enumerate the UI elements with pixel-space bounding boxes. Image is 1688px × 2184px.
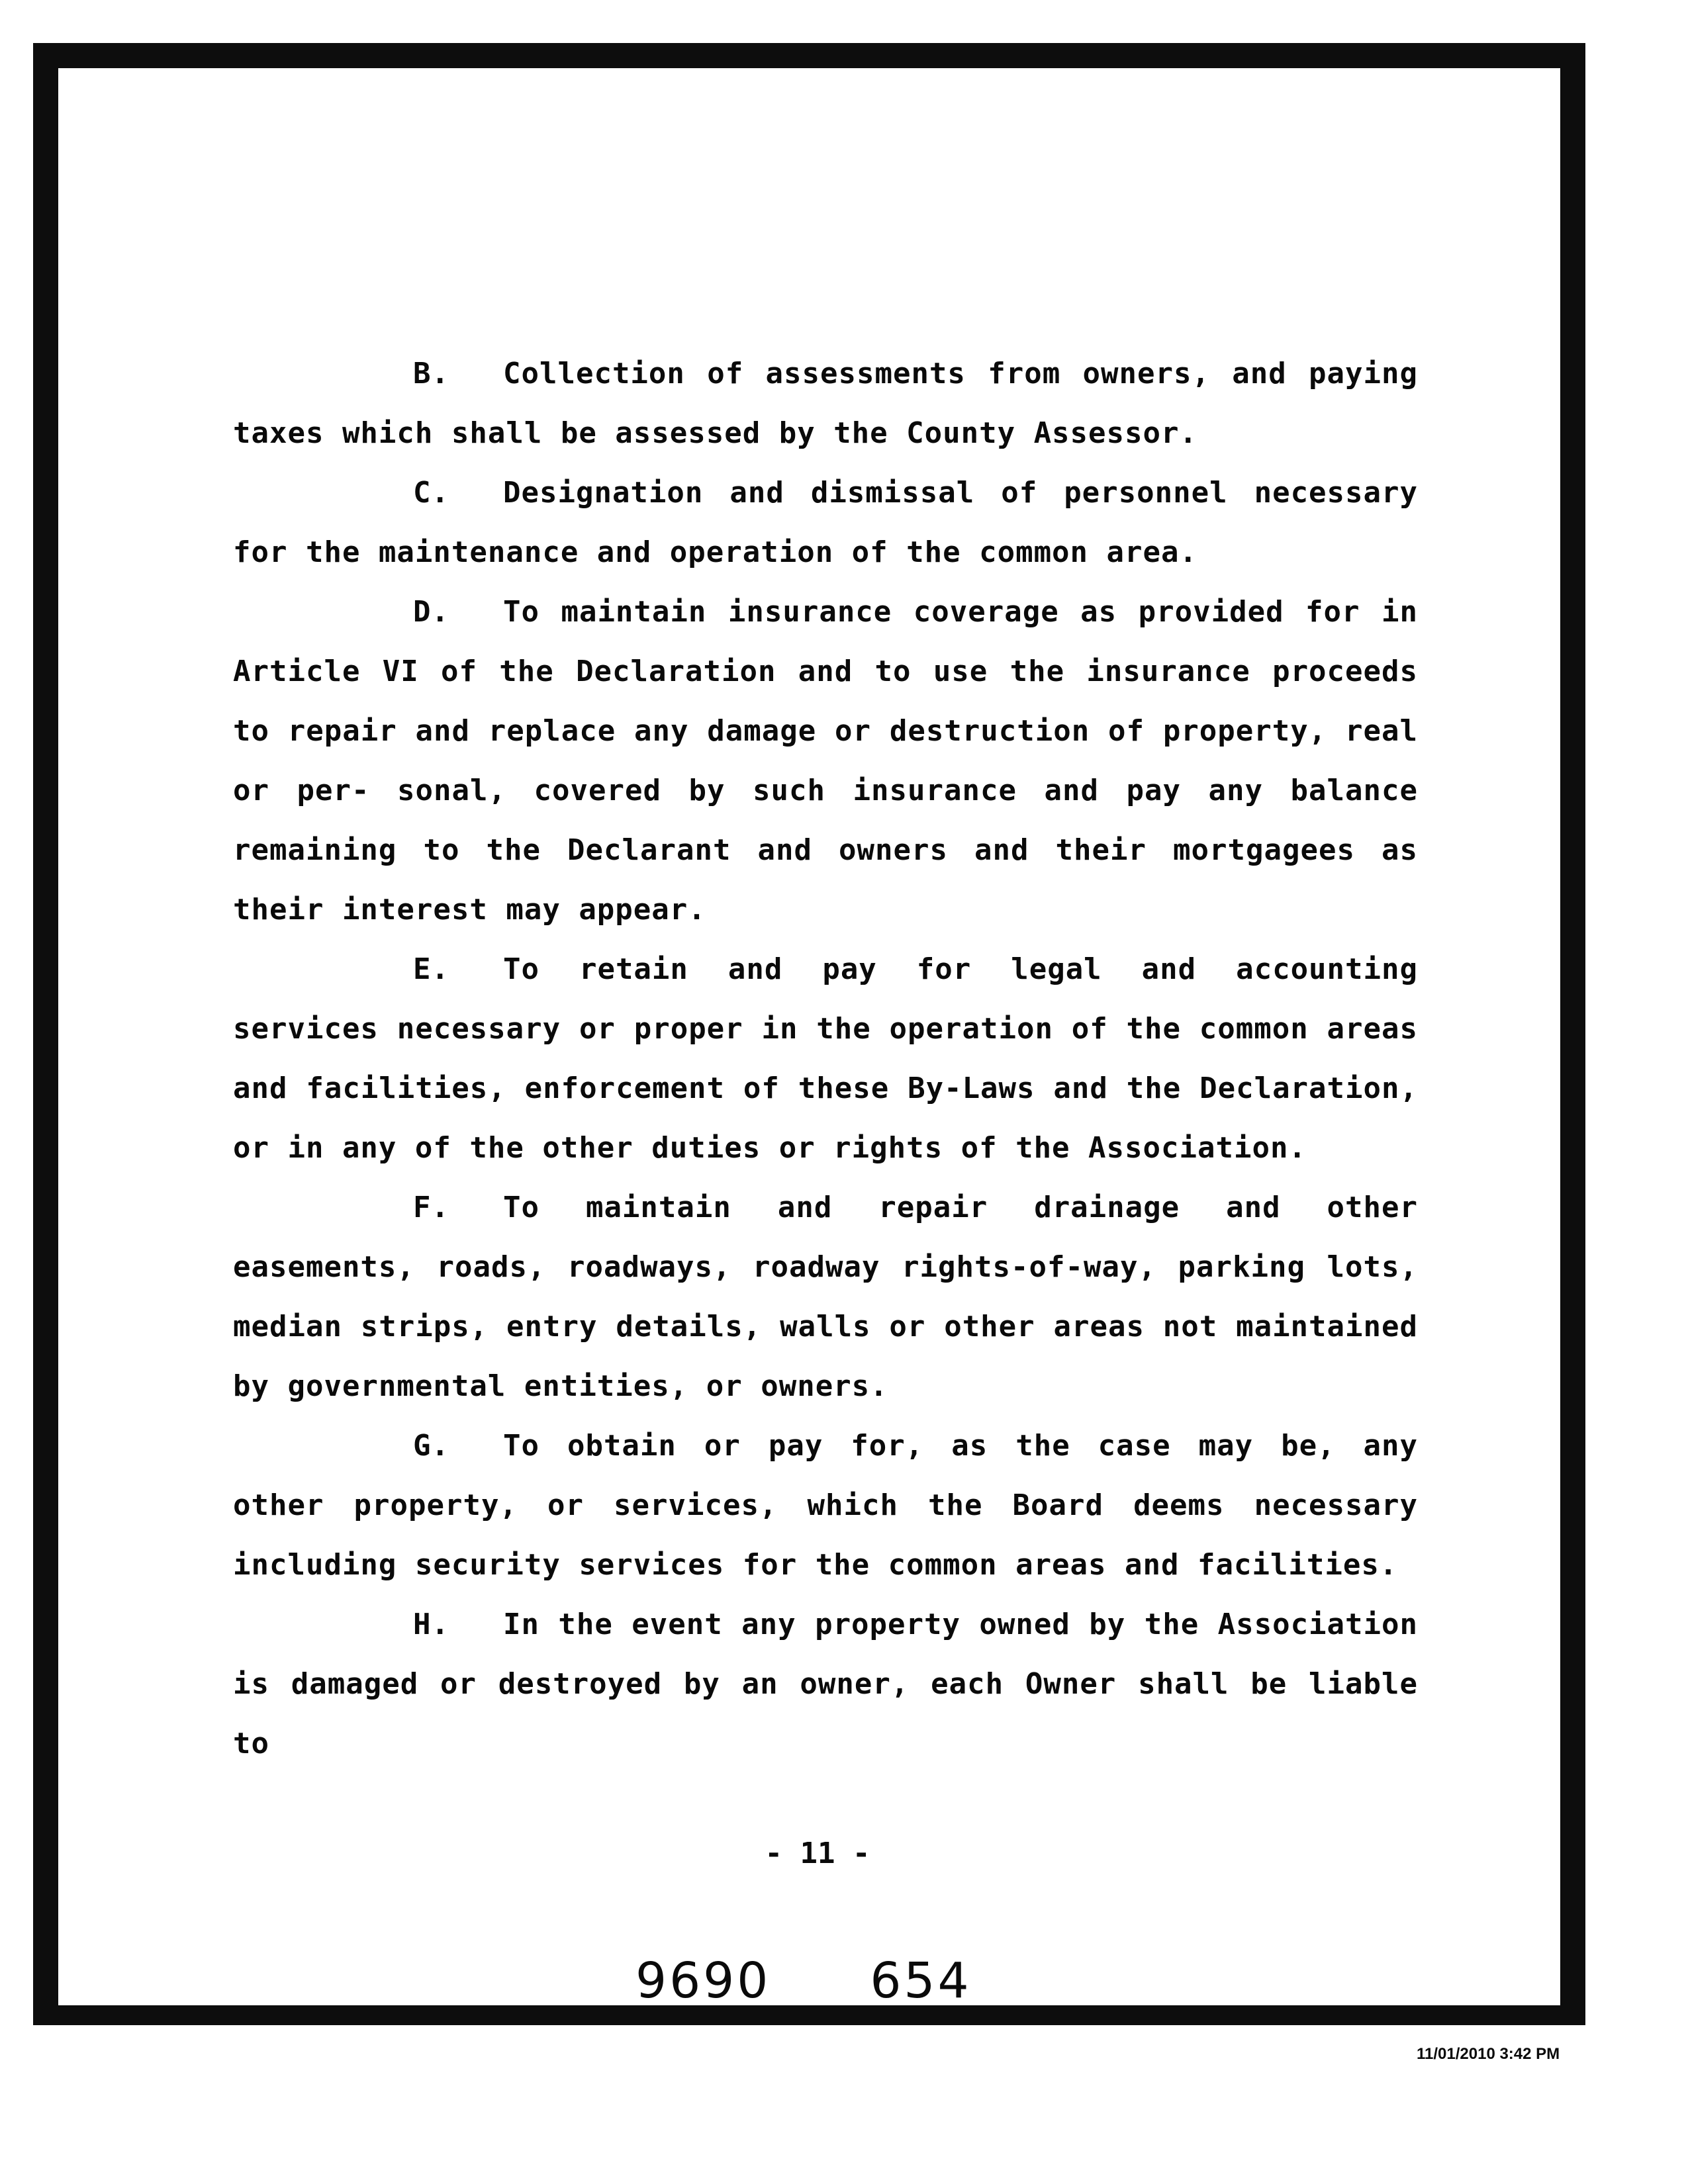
paragraph-label: E. (413, 952, 449, 986)
print-timestamp: 11/01/2010 3:42 PM (1417, 2045, 1560, 2063)
paragraph-c (233, 463, 1418, 582)
paragraph-label: D. (413, 595, 449, 629)
paragraph-text: To maintain insurance coverage as provided for in Article VI of the Declaration and to use the insurance proceeds to repair and replace any damage or destruction of property, real or per- sonal, covered by such insurance and pay any balance remaining to the Declarant and owners and their mortgagees as their interest may appear. (233, 595, 1418, 927)
page-number: - 11 - (765, 1837, 870, 1870)
paragraph-g (233, 1416, 1418, 1595)
paragraph-h (233, 1595, 1418, 1774)
paragraph-text: In the event any property owned by the Association is damaged or destroyed by an owner, each Owner shall be liable to (233, 1608, 1418, 1760)
scan-border-left (33, 43, 58, 2022)
document-body (233, 344, 1418, 1774)
paragraph-text: To obtain or pay for, as the case may be, any other property, or services, which the Board deems necessary including security services for the common areas and facilities. (233, 1429, 1418, 1582)
paragraph-text: To maintain and repair drainage and other easements, roads, roadways, roadway rights-of-way, parking lots, median strips, entry details, walls or other areas not maintained by governmental entities, or owners. (233, 1191, 1418, 1403)
paragraph-d (233, 582, 1418, 940)
paragraph-f (233, 1178, 1418, 1416)
paragraph-label: H. (413, 1608, 449, 1641)
scan-border-right (1560, 43, 1585, 2022)
paragraph-text: Designation and dismissal of personnel necessary for the maintenance and operation of the common area. (233, 476, 1418, 569)
paragraph-label: C. (413, 476, 449, 510)
paragraph-text: To retain and pay for legal and accounting services necessary or proper in the operation of the common areas and facilities, enforcement of these By-Laws and the Declaration, or in any of the other duties or rights of the Association. (233, 952, 1418, 1165)
paragraph-label: F. (413, 1191, 449, 1224)
paragraph-text: Collection of assessments from owners, and paying taxes which shall be assessed by the County Assessor. (233, 357, 1418, 450)
paragraph-label: G. (413, 1429, 449, 1463)
scan-border-top (33, 43, 1585, 68)
paragraph-label: B. (413, 357, 449, 390)
paragraph-b (233, 344, 1418, 463)
recording-book-number: 9690 (635, 1952, 771, 2009)
paragraph-e (233, 940, 1418, 1178)
recording-book-page (635, 1952, 1006, 2009)
recording-page-number: 654 (870, 1952, 972, 2009)
